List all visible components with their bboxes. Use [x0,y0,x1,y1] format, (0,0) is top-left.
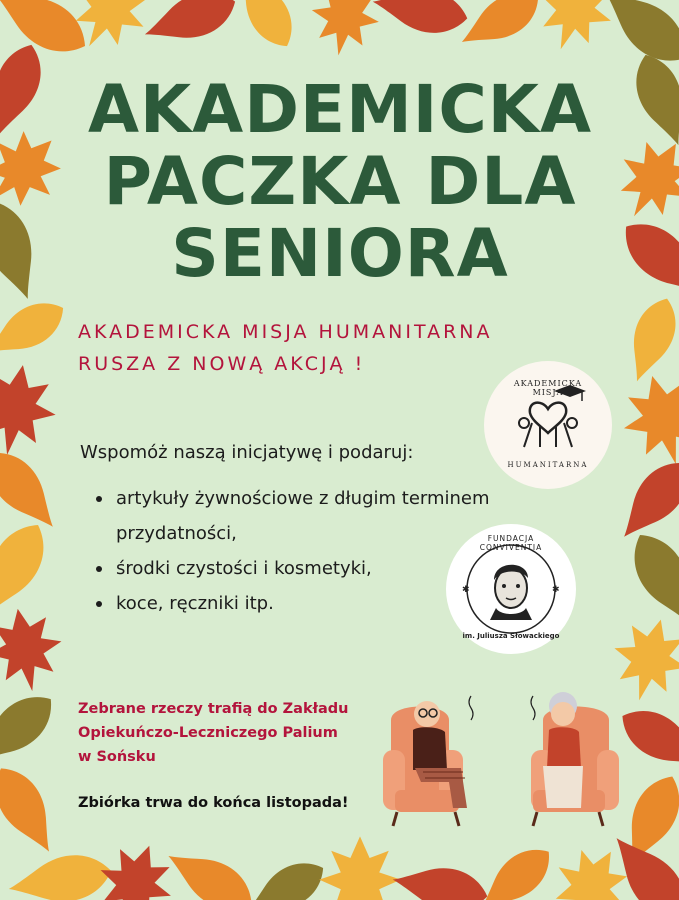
title-line-3: SENIORA [171,215,509,292]
svg-text:✱: ✱ [552,585,560,595]
title-line-2: PACZKA DLA [103,143,577,220]
list-item: koce, ręczniki itp. [92,586,552,621]
list-item: artykuły żywnościowe z długim terminem przydatności, [92,481,552,551]
misja-top-text: AKADEMICKA MISJA [513,379,583,397]
intro-text: Wspomóż naszą inicjatywę i podaruj: [80,442,414,463]
subtitle-line-1: AKADEMICKA MISJA HUMANITARNA [78,321,493,343]
seniors-armchairs-illustration [383,680,623,830]
akademicka-misja-logo [484,361,612,489]
poster-title [60,71,620,292]
subtitle-line-2: RUSZA Z NOWĄ AKCJĄ ! [78,353,366,375]
title-line-1: AKADEMICKA [87,71,593,148]
deadline-text: Zbiórka trwa do końca listopada! [78,795,349,811]
destination-line-2: Opiekuńczo-Leczniczego Palium [78,725,338,741]
destination-line-1: Zebrane rzeczy trafią do Zakładu [78,701,349,717]
destination-text [78,697,408,769]
svg-text:✱: ✱ [462,585,470,595]
list-item: środki czystości i kosmetyki, [92,551,552,586]
fundacja-bottom-text: im. Juliusza Słowackiego [462,632,560,640]
donation-list [92,481,552,621]
misja-bottom-text: HUMANITARNA [507,461,589,469]
destination-line-3: w Sońsku [78,749,156,765]
fundacja-top-text: FUNDACJA CONVIVENTIA [479,534,543,552]
